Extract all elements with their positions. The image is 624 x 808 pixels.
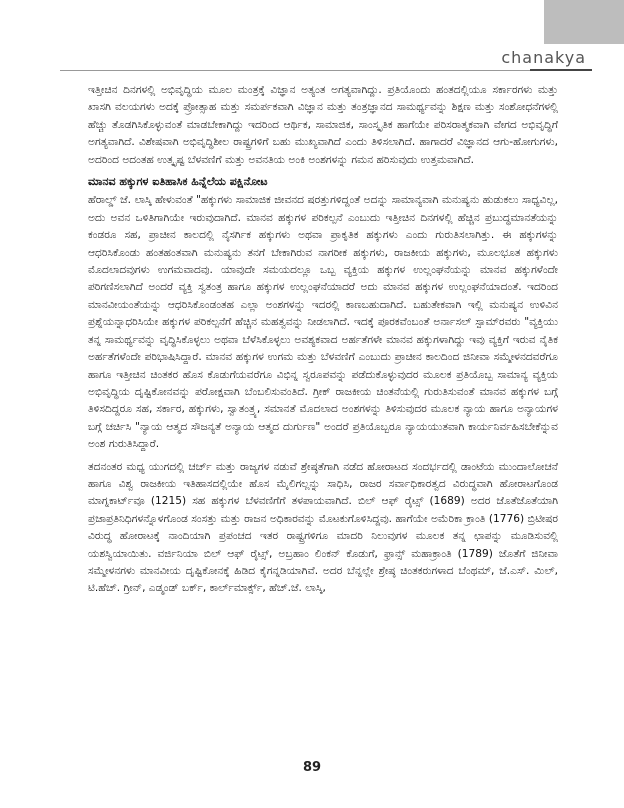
brand-logo-text: chanakya bbox=[501, 48, 586, 67]
page-body bbox=[88, 82, 558, 598]
paragraph-history: ತದನಂತರ ಮಧ್ಯ ಯುಗದಲ್ಲಿ ಚರ್ಚ್ ಮತ್ತು ರಾಜ್ಯಗಳ ನಡುವೆ ಶ್ರೇಷ್ಠತೆಗಾಗಿ ನಡೆದ ಹೋರಾಟದ ಸಂದರ್ಭದಲ್ಲಿ ಡಾಂಟೆಯ ಮುಂದಾಲೋಚನೆ ಹಾಗೂ ವಿಶ್ವ ರಾಜಕೀಯ ಇತಿಹಾಸದಲ್ಲಿಯೇ ಹೊಸ ಮೈಲಿಗಲ್ಲನ್ನು ಸಾಧಿಸಿ, ರಾಜರ ಸರ್ವಾಧಿಕಾರತ್ವದ ವಿರುದ್ಧವಾಗಿ ಹೋರಾಟಗೊಂಡ ಮಾಗ್ನಕಾರ್ಟ್‌ವೂ (1215) ಸಹ ಹಕ್ಕುಗಳ ಬೆಳವಣಿಗೆಗೆ ತಳಪಾಯವಾಗಿದೆ. ಬಿಲ್ ಆಫ್ ರೈಟ್ಸ್ (1689) ಅದರ ಜೊತೆಜೊತೆಯಾಗಿ ಪ್ರಜಾಪ್ರತಿನಿಧಿಗಳನ್ನೊಳಗೊಂಡ ಸಂಸತ್ತು ಮತ್ತು ರಾಜನ ಅಧಿಕಾರವನ್ನು ಮೊಟಕುಗೊಳಿಸಿದ್ದವು. ಹಾಗೆಯೇ ಅಮೆರಿಕಾ ಕ್ರಾಂತಿ (1776) ಬ್ರಿಟೀಷರ ವಿರುದ್ಧ ಹೋರಾಟಕ್ಕೆ ನಾಂದಿಯಾಗಿ ಪ್ರಪಂಚದ ಇತರ ರಾಷ್ಟ್ರಗಳಿಗೂ ಮಾದರಿ ನಿಲುವುಗಳ ಮೂಲಕ ತನ್ನ ಛಾಪನ್ನು ಮೂಡಿಸುವಲ್ಲಿ ಯಶಸ್ವಿಯಾಯಿತು. ವರ್ಜಿನಿಯಾ ಬಿಲ್ ಆಫ್ ರೈಟ್ಸ್, ಅಬ್ರಹಾಂ ಲಿಂಕನ್ ಕೊಡುಗೆ, ಫ್ರಾನ್ಸ್ ಮಹಾಕ್ರಾಂತಿ (1789) ಜೊತೆಗೆ ಜಿನೀವಾ ಸಮ್ಮೇಳನಗಳು ಮಾನವೀಯ ದೃಷ್ಟಿಕೋನಕ್ಕೆ ಹಿಡಿದ ಕೈಗನ್ನಡಿಯಾಗಿವೆ. ಅದರ ಬೆನ್ನಲ್ಲೇ ಶ್ರೇಷ್ಠ ಚಿಂತಕರುಗಳಾದ ಬೆಂಥಮ್, ಜೆ.ಎಸ್. ಮಿಲ್, ಟಿ.ಹೆಚ್. ಗ್ರೀನ್, ಎಡ್ಮಂಡ್ ಬರ್ಕ್, ಕಾರ್ಲ್‌ಮಾರ್ಕ್ಸ್, ಹೆಚ್.ಜೆ. ಲಾಸ್ಕಿ, bbox=[88, 460, 558, 595]
header-rule-accent bbox=[530, 69, 592, 71]
header-rule bbox=[60, 70, 530, 71]
paragraph-intro: ಇತ್ತೀಚಿನ ದಿನಗಳಲ್ಲಿ ಅಭಿವೃದ್ಧಿಯ ಮೂಲ ಮಂತ್ರಕ್ಕೆ ವಿಜ್ಞಾನ ಅತ್ಯಂತ ಅಗತ್ಯವಾಗಿದ್ದು. ಪ್ರತಿಯೊಂದು ಹಂತದಲ್ಲಿಯೂ ಸರ್ಕಾರಗಳು ಮತ್ತು ಖಾಸಗಿ ವಲಯಗಳು ಅದಕ್ಕೆ ಪ್ರೋತ್ಸಾಹ ಮತ್ತು ಸಮರ್ಪಕವಾಗಿ ವಿಜ್ಞಾನ ಮತ್ತು ತಂತ್ರಜ್ಞಾನದ ಸಾಮರ್ಥ್ಯವನ್ನು ಶಿಕ್ಷಣ ಮತ್ತು ಸಂಶೋಧನೆಗಳಲ್ಲಿ ಹೆಚ್ಚು ತೊಡಗಿಸಿಕೊಳ್ಳುವಂತೆ ಮಾಡಬೇಕಾಗಿದ್ದು ಇದರಿಂದ ಆರ್ಥಿಕ, ಸಾಮಾಜಿಕ, ಸಾಂಸ್ಕೃತಿಕ ಹಾಗೆಯೇ ಪರಿಸರಾತ್ಮಕವಾಗಿ ವೇಗದ ಅಭಿವೃದ್ಧಿಗೆ ಅಗತ್ಯವಾಗಿದೆ. ವಿಶೇಷವಾಗಿ ಅಭಿವೃದ್ಧಿಶೀಲ ರಾಷ್ಟ್ರಗಳಿಗೆ ಬಹು ಮುಖ್ಯವಾಗಿದೆ ಎಂದು ತಿಳಿಸಲಾಗಿದೆ. ಹಾಗಾದರೆ ವಿಜ್ಞಾನದ ಆಗು-ಹೋಗುಗಳು, ಅದರಿಂದ ಅದಂತಹ ಉತ್ಕೃಷ್ಟ ಬೆಳವಣಿಗೆ ಮತ್ತು ಅವನತಿಯ ಅಂಕಿ ಅಂಶಗಳನ್ನು ಗಮನ ಹರಿಸುವುದು ಉತ್ತಮವಾಗಿದೆ. bbox=[88, 84, 558, 166]
paragraph-laski: ಹೆರಾಲ್ಡ್ ಜೆ. ಲಾಸ್ಕಿ ಹೇಳುವಂತೆ "ಹಕ್ಕುಗಳು ಸಾಮಾಜಿಕ ಜೀವನದ ಷರತ್ತುಗಳಿದ್ದಂತೆ ಅದನ್ನು ಸಾಮಾನ್ಯವಾಗಿ ಮನುಷ್ಯನು ಹುಡುಕಲು ಸಾಧ್ಯವಿಲ್ಲ, ಅದು ಅವನ ಒಳಿತಿಗಾಗಿಯೇ ಇರುವುದಾಗಿದೆ. ಮಾನವ ಹಕ್ಕುಗಳ ಪರಿಕಲ್ಪನೆ ಎಂಬುದು ಇತ್ತೀಚಿನ ದಿನಗಳಲ್ಲಿ ಹೆಚ್ಚಿನ ಪ್ರಬುದ್ಧಮಾನತೆಯನ್ನು ಕಂಡರೂ ಸಹ, ಪ್ರಾಚೀನ ಕಾಲದಲ್ಲಿ ನೈಸರ್ಗಿಕ ಹಕ್ಕುಗಳು ಅಥವಾ ಪ್ರಾಕೃತಿಕ ಹಕ್ಕುಗಳು ಎಂದು ಗುರುತಿಸಲಾಗಿತ್ತು. ಈ ಹಕ್ಕುಗಳನ್ನು ಆಧರಿಸಿಕೊಂಡು ಹಂತಹಂತವಾಗಿ ಮನುಷ್ಯನು ತನಗೆ ಬೇಕಾಗಿರುವ ನಾಗರೀಕ ಹಕ್ಕುಗಳು, ರಾಜಕೀಯ ಹಕ್ಕುಗಳು, ಮೂಲಭೂತ ಹಕ್ಕುಗಳು ಮೊದಲಾದವುಗಳು ಉಗಮವಾದವು. ಯಾವುದೇ ಸಮಯದಲ್ಲೂ ಒಬ್ಬ ವ್ಯಕ್ತಿಯ ಹಕ್ಕುಗಳ ಉಲ್ಲಂಘನೆಯನ್ನು ಮಾನವ ಹಕ್ಕುಗಳೆಂದೇ ಪರಿಗಣಿಸಲಾಗಿದೆ ಅಂದರೆ ವ್ಯಕ್ತಿ ಸ್ವತಂತ್ರ ಹಾಗೂ ಹಕ್ಕುಗಳ ಉಲ್ಲಂಘನೆಯಾದರೆ ಅದು ಮಾನವ ಹಕ್ಕುಗಳ ಉಲ್ಲಂಘನೆಯಾದಂತೆ. ಇದರಿಂದ ಮಾನವೀಯಂತೆಯನ್ನು ಆಧರಿಸಿಕೊಂಡಂತಹ ಎಲ್ಲಾ ಅಂಶಗಳನ್ನು ಇದರಲ್ಲಿ ಕಾಣಬಹುದಾಗಿದೆ. ಬಹುತೇಕವಾಗಿ ಇಲ್ಲಿ ಮನುಷ್ಯನ ಉಳಿವಿನ ಪ್ರಶ್ನೆಯನ್ನಾಧರಿಸಿಯೇ ಹಕ್ಕುಗಳ ಪರಿಕಲ್ಪನೆಗೆ ಹೆಚ್ಚಿನ ಮಹತ್ವವನ್ನು ನೀಡಲಾಗಿದೆ. ಇದಕ್ಕೆ ಪೂರಕವೆಂಬಂತೆ ಅರ್ನಾಸಲ್ ಸ್ಪಾಮ್‌ರವರು "ವ್ಯಕ್ತಿಯು ತನ್ನ ಸಾಮರ್ಥ್ಯವನ್ನು ವೃದ್ಧಿಸಿಕೊಳ್ಳಲು ಅಥವಾ ಬೆಳೆಸಿಕೊಳ್ಳಲು ಅವಶ್ಯಕವಾದ ಅರ್ಹತೆಗಳೇ ಮಾನವ ಹಕ್ಕುಗಳಾಗಿದ್ದು ಇವು ವ್ಯಕ್ತಿಗೆ ಇರುವ ನೈತಿಕ ಅರ್ಹತೆಗಳೆಂದೇ ಪರಿಭಾಷಿಸಿದ್ದಾರೆ. ಮಾನವ ಹಕ್ಕುಗಳ ಉಗಮ ಮತ್ತು ಬೆಳವಣಿಗೆ ಎಂಬುದು ಪ್ರಾಚೀನ ಕಾಲದಿಂದ ಜಿನೀವಾ ಸಮ್ಮೇಳನದವರೆಗೂ ಹಾಗೂ ಇತ್ತೀಚಿನ ಚಿಂತಕರ ಹೊಸ ಕೊಡುಗೆಯವರೆಗೂ ವಿಭಿನ್ನ ಸ್ವರೂಪವನ್ನು ಪಡೆದುಕೊಳ್ಳುವುದರ ಮೂಲಕ ಪ್ರತಿಯೊಬ್ಬ ಸಾಮಾನ್ಯ ವ್ಯಕ್ತಿಯ ಅಭಿವೃದ್ಧಿಯ ದೃಷ್ಟಿಕೋನವನ್ನು ಪರೋಕ್ಷವಾಗಿ ಬೆಂಬಲಿಸುವಂತಿದೆ. ಗ್ರೀಕ್ ರಾಜಕೀಯ ಚಿಂತನೆಯಲ್ಲಿ ಗುರುತಿಸುವಂತೆ ಮಾನವ ಹಕ್ಕುಗಳ ಬಗ್ಗೆ ತಿಳಿಸದಿದ್ದರೂ ಸಹ, ಸರ್ಕಾರ, ಹಕ್ಕುಗಳು, ಸ್ವಾತಂತ್ರ್ಯ, ಸಮಾನತೆ ಮೊದಲಾದ ಅಂಶಗಳನ್ನು ತಿಳಿಸುವುದರ ಮೂಲಕ ನ್ಯಾಯ ಹಾಗೂ ಅನ್ಯಾಯಗಳ ಬಗ್ಗೆ ಚರ್ಚಿಸಿ "ನ್ಯಾಯ ಆತ್ಮದ ಸೌಜನ್ಯತೆ ಅನ್ಯಾಯ ಆತ್ಮದ ದುರ್ಗುಣ" ಅಂದರೆ ಪ್ರತಿಯೊಬ್ಬರೂ ನ್ಯಾಯಯುತವಾಗಿ ಕಾರ್ಯನಿರ್ವಹಿಸಬೇಕೆನ್ನುವ ಅಂಶ ಗುರುತಿಸಿದ್ದಾರೆ. bbox=[88, 194, 558, 451]
page-number: 89 bbox=[302, 760, 322, 775]
corner-tab bbox=[544, 0, 624, 44]
section-heading: ಮಾನವ ಹಕ್ಕುಗಳ ಐತಿಹಾಸಿಕ ಹಿನ್ನೆಲೆಯ ಪಕ್ಷಿನೋಟ bbox=[88, 175, 268, 189]
